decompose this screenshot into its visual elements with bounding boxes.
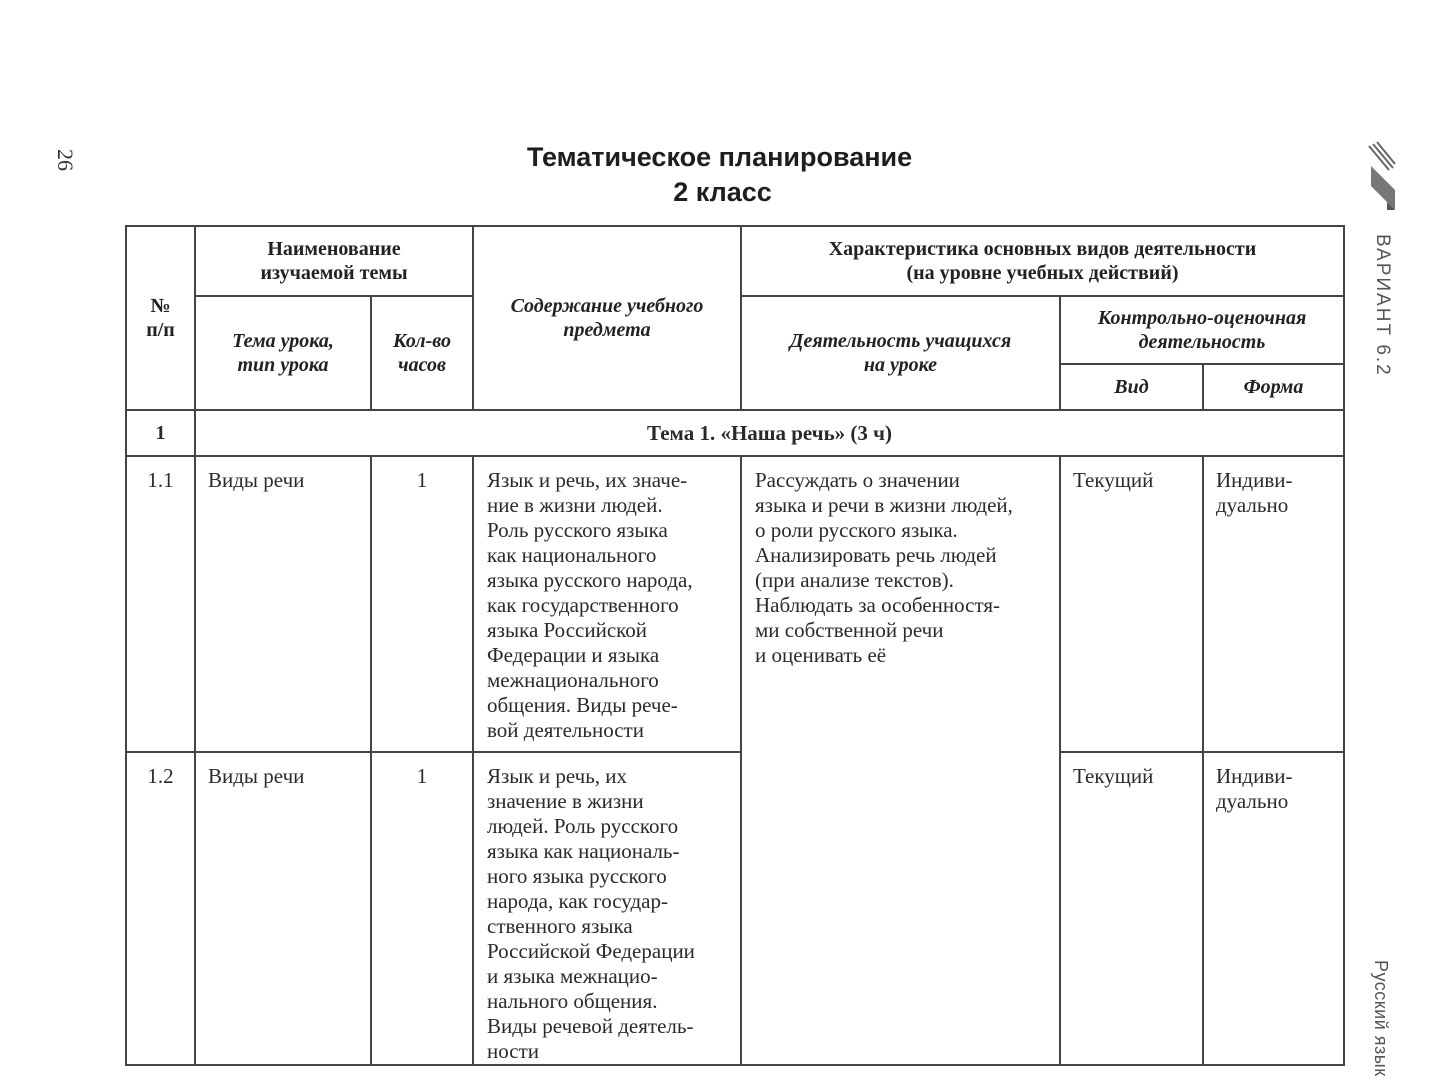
shared-activity: Рассуждать о значении языка и речи в жизни людей, о роли русского языка. Анализировать речь людей (при анализе текстов). Наблюдать за особенностя- ми собственной речи и оценивать её [741,456,1060,1065]
header-num: № п/п [126,226,195,410]
topic-num: 1 [126,410,195,456]
row-num: 1.2 [126,752,195,1065]
header-topic-name: Наименование изучаемой темы [195,226,473,296]
row-lesson: Виды речи [195,456,371,752]
row-hours: 1 [371,456,473,752]
side-subject-label: Русский язык [1371,960,1391,1077]
topic-row [126,410,1344,456]
row-kind: Текущий [1060,752,1203,1065]
corner-stripes-mark [1365,140,1397,216]
page-number: 26 [53,149,78,171]
page-title: Тематическое планирование [526,142,913,172]
header-content: Содержание учебного предмета [473,226,741,410]
topic-title: Тема 1. «Наша речь» (3 ч) [195,410,1344,456]
row-form: Индиви- дуально [1203,456,1344,752]
row-form: Индиви- дуально [1203,752,1344,1065]
header-student-activity: Деятельность учащихся на уроке [741,296,1060,410]
table-row [126,456,1344,752]
row-content: Язык и речь, их значение в жизни людей. Роль русского языка как националь- ного языка русского народа, как государ- ственного языка Российской Федерации и языка межнацио- нального общения. Виды речевой деятель- ности [473,752,741,1065]
header-hours: Кол-во часов [371,296,473,410]
header-characteristics: Характеристика основных видов деятельности (на уровне учебных действий) [741,226,1344,296]
header-form: Форма [1203,364,1344,410]
header-control: Контрольно-оценочная деятельность [1060,296,1344,364]
page-subtitle: 2 класс [673,177,772,207]
row-hours: 1 [371,752,473,1065]
row-content: Язык и речь, их значе- ние в жизни людей. Роль русского языка как национального языка русского народа, как государственного языка Российской Федерации и языка межнационального общения. Виды рече- вой деятельности [473,456,741,752]
thematic-plan-table [125,225,1345,1066]
row-num: 1.1 [126,456,195,752]
header-lesson-topic: Тема урока, тип урока [195,296,371,410]
row-lesson: Виды речи [195,752,371,1065]
table-row [126,752,1344,1065]
header-kind: Вид [1060,364,1203,410]
side-variant-label: ВАРИАНТ 6.2 [1372,234,1393,377]
row-kind: Текущий [1060,456,1203,752]
